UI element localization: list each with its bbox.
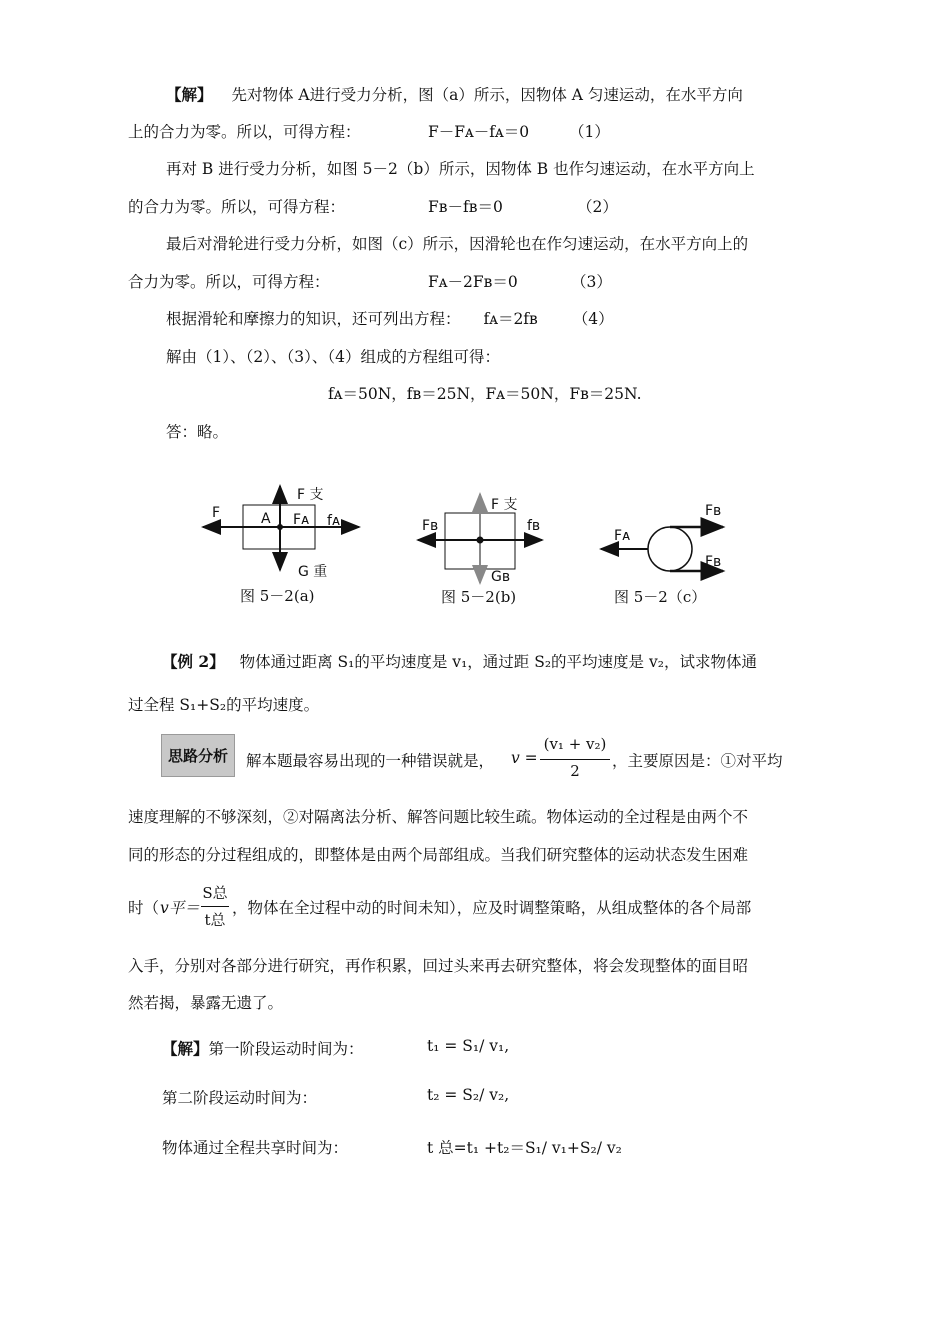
analysis-text2: ，主要原因是：①对平均 xyxy=(612,752,783,770)
formula-vping: v平＝ xyxy=(160,899,200,917)
solution1-paragraph2-line2 xyxy=(128,195,618,217)
fig-b-label-GB: Gʙ xyxy=(491,569,510,585)
equation-3: Fᴀ－2Fʙ＝0 xyxy=(428,273,518,291)
para-text: 根据滑轮和摩擦力的知识，还可列出方程： xyxy=(166,310,461,328)
equation-4-number: （4） xyxy=(572,310,614,328)
solution2-step1 xyxy=(162,1037,364,1059)
fig-b-caption: 图 5－2(b) xyxy=(441,588,517,606)
fig-a-label-F: F xyxy=(212,505,221,521)
equation-2: Fʙ－fʙ＝0 xyxy=(428,198,503,216)
step-text: 第一阶段运动时间为： xyxy=(208,1040,364,1058)
para-text: 合力为零。所以，可得方程： xyxy=(128,273,330,291)
solution2-step2: 第二阶段运动时间为： xyxy=(162,1089,318,1107)
pulley xyxy=(648,527,692,571)
solution1-paragraph4 xyxy=(166,307,614,329)
formula-numerator: (v₁ + v₂) xyxy=(543,735,607,753)
equation-4: fᴀ＝2fʙ xyxy=(483,310,538,328)
equation-2-number: （2） xyxy=(577,198,618,216)
formula-fraction-line xyxy=(540,759,610,760)
solution1-paragraph3: 最后对滑轮进行受力分析，如图（c）所示，因滑轮也在作匀速运动，在水平方向上的 xyxy=(166,235,749,253)
fig-c-label-FB-top: Fʙ xyxy=(705,503,722,519)
solution2-eq2: t₂ = S₂/ v₂, xyxy=(427,1086,510,1104)
fig-a-label-FA: Fᴀ xyxy=(293,512,310,528)
analysis-line3: 同的形态的分过程组成的，即整体是由两个局部组成。当我们研究整体的运动状态发生困难 xyxy=(128,846,749,864)
formula-fraction-line xyxy=(201,906,229,907)
equation-1-number: （1） xyxy=(569,123,610,141)
solution2-eq3: t 总=t₁ +t₂＝S₁/ v₁+S₂/ v₂ xyxy=(427,1139,622,1157)
solution-label: 【解】 xyxy=(162,1039,209,1058)
fig-a-label-Fzhi: F 支 xyxy=(297,487,324,503)
fig-b-label-FB: Fʙ xyxy=(422,518,439,534)
formula-t-total: t总 xyxy=(204,911,226,929)
para-text: 物体通过距离 S₁的平均速度是 v₁，通过距 S₂的平均速度是 v₂，试求物体通 xyxy=(239,653,757,671)
solution1-paragraph1 xyxy=(166,83,743,105)
analysis-label-box: 思路分析 xyxy=(161,734,235,777)
analysis-line6: 然若揭，暴露无遗了。 xyxy=(128,994,284,1012)
analysis-line4-end: ，物体在全过程中动的时间未知），应及时调整策略，从组成整体的各个局部 xyxy=(232,899,752,917)
fig-a-label-fA: fᴀ xyxy=(327,513,341,529)
formula-S-total: S总 xyxy=(202,884,228,902)
para-text: 上的合力为零。所以，可得方程： xyxy=(128,123,361,141)
example2-line1 xyxy=(162,650,757,672)
fig-a-caption: 图 5－2(a) xyxy=(240,587,315,605)
para-text: 的合力为零。所以，可得方程： xyxy=(128,198,346,216)
figure-c xyxy=(595,512,735,582)
fig-a-label-A: A xyxy=(261,511,271,527)
fig-a-label-Gzhong: G 重 xyxy=(298,564,328,580)
solution1-paragraph3-line2 xyxy=(128,270,612,292)
example-label: 【例 2】 xyxy=(162,652,225,671)
solution2-eq1: t₁ = S₁/ v₁, xyxy=(427,1037,510,1055)
fig-c-caption: 图 5－2（c） xyxy=(614,588,707,606)
example2-line2: 过全程 S₁+S₂的平均速度。 xyxy=(128,696,320,714)
formula-denominator: 2 xyxy=(570,762,580,780)
figure-b xyxy=(410,490,550,590)
solution1-paragraph2: 再对 B 进行受力分析，如图 5－2（b）所示，因物体 B 也作匀速运动，在水平方向上 xyxy=(166,160,755,178)
solution1-result: fᴀ＝50N，fʙ＝25N，Fᴀ＝50N，Fʙ＝25N. xyxy=(328,385,642,403)
solution1-paragraph5: 解由（1）、（2）、（3）、（4）组成的方程组可得： xyxy=(166,348,500,366)
fig-b-label-Fzhi: F 支 xyxy=(491,497,518,513)
analysis-line4-start: 时（ xyxy=(128,899,160,917)
fig-b-label-fB: fʙ xyxy=(527,518,541,534)
para-text: 先对物体 A进行受力分析，图（a）所示，因物体 A 匀速运动，在水平方向 xyxy=(231,86,743,104)
solution-label: 【解】 xyxy=(166,85,213,104)
analysis-line5: 入手，分别对各部分进行研究，再作积累，回过头来再去研究整体，将会发现整体的面目昭 xyxy=(128,957,749,975)
solution2-step3: 物体通过全程共享时间为： xyxy=(162,1139,349,1157)
analysis-text1: 解本题最容易出现的一种错误就是， xyxy=(246,752,495,770)
equation-1: F－Fᴀ－fᴀ＝0 xyxy=(428,123,530,141)
analysis-line2: 速度理解的不够深刻，②对隔离法分析、解答问题比较生疏。物体运动的全过程是由两个不 xyxy=(128,808,749,826)
figure-a xyxy=(195,478,370,578)
equation-3-number: （3） xyxy=(571,273,612,291)
solution1-line2 xyxy=(128,120,610,142)
formula-v: v = xyxy=(511,749,538,767)
fig-c-label-FB-bottom: Fʙ xyxy=(705,554,722,570)
fig-c-label-FA: Fᴀ xyxy=(614,528,631,544)
solution1-answer: 答：略。 xyxy=(166,423,229,441)
